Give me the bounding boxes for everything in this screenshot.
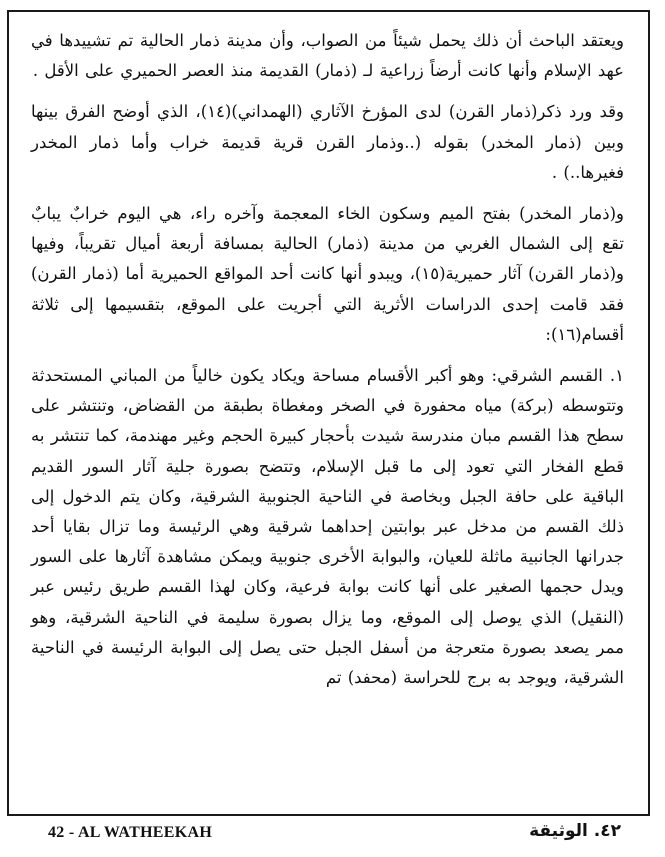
footer-page-number-arabic: ٤٢. الوثيقة xyxy=(529,821,621,841)
page-footer xyxy=(0,818,665,857)
paragraph-eastern-section: ١. القسم الشرقي: وهو أكبر الأقسام مساحة ويكاد يكون خالياً من المباني المستحدثة وتتوسطه (بركة) مياه محفورة في الصخر ومغطاة بطبقة من القضاض، وتنتشر على سطح هذا القسم مبان مندرسة شيدت بأحجار كبيرة الحجم وغير مهندمة، كما تنتشر به قطع الفخار التي تعود إلى ما قبل الإسلام، وتتضح بصورة جلية آثار السور القديم الباقية على حافة الجبل وبخاصة في الناحية الجنوبية الشرقية، وكان يتم الدخول إلى ذلك القسم من مدخل عبر بوابتين إحداهما شرقية وهي الرئيسة وما تزال بقايا أحد جدرانها الجانبية ماثلة للعيان، والبوابة الأخرى جنوبية ويمكن مشاهدة آثارها على السور ويدل حجمها الصغير على أنها كانت بوابة فرعية، وكان لهذا القسم طريق رئيس عبر (النقيل) الذي يوصل إلى الموقع، وما يزال بصورة سليمة في الناحية الشرقية، وهو ممر يصعد بصورة متعرجة من أسفل الجبل حتى يصل إلى البوابة الرئيسة في الناحية الشرقية، ويوجد به برج للحراسة (محفد) تم xyxy=(31,366,624,688)
paragraph-dhamar-mukhaddar: و(ذمار المخدر) بفتح الميم وسكون الخاء المعجمة وآخره راء، هي اليوم خرابٌ يبابٌ تقع إلى الشمال الغربي من مدينة (ذمار) الحالية بمسافة أربعة أميال تقريباً، وفيها و(ذمار القرن) آثار حميرية(١٥)، ويبدو أنها كانت أحد المواقع الحميرية أما (ذمار القرن) فقد قامت إحدى الدراسات الأثرية التي أجريت على الموقع، بتقسيمها إلى ثلاثة أقسام(١٦): xyxy=(31,204,624,344)
paragraph-intro: ويعتقد الباحث أن ذلك يحمل شيئاً من الصواب، وأن مدينة ذمار الحالية تم تشييدها في عهد الإسلام وأنها كانت أرضاً زراعية لـ (ذمار) القديمة منذ العصر الحميري على الأقل . xyxy=(31,31,624,81)
footer-page-number-latin: 42 - AL WATHEEKAH xyxy=(48,824,213,841)
paragraph-hamdani: وقد ورد ذكر(ذمار القرن) لدى المؤرخ الآثاري (الهمداني)(١٤)، الذي أوضح الفرق بينها وبين (ذمار المخدر) بقوله (..وذمار القرن قرية قديمة خراب وأما ذمار المخدر فغيرها..) . xyxy=(31,102,624,182)
page-frame xyxy=(7,10,650,816)
